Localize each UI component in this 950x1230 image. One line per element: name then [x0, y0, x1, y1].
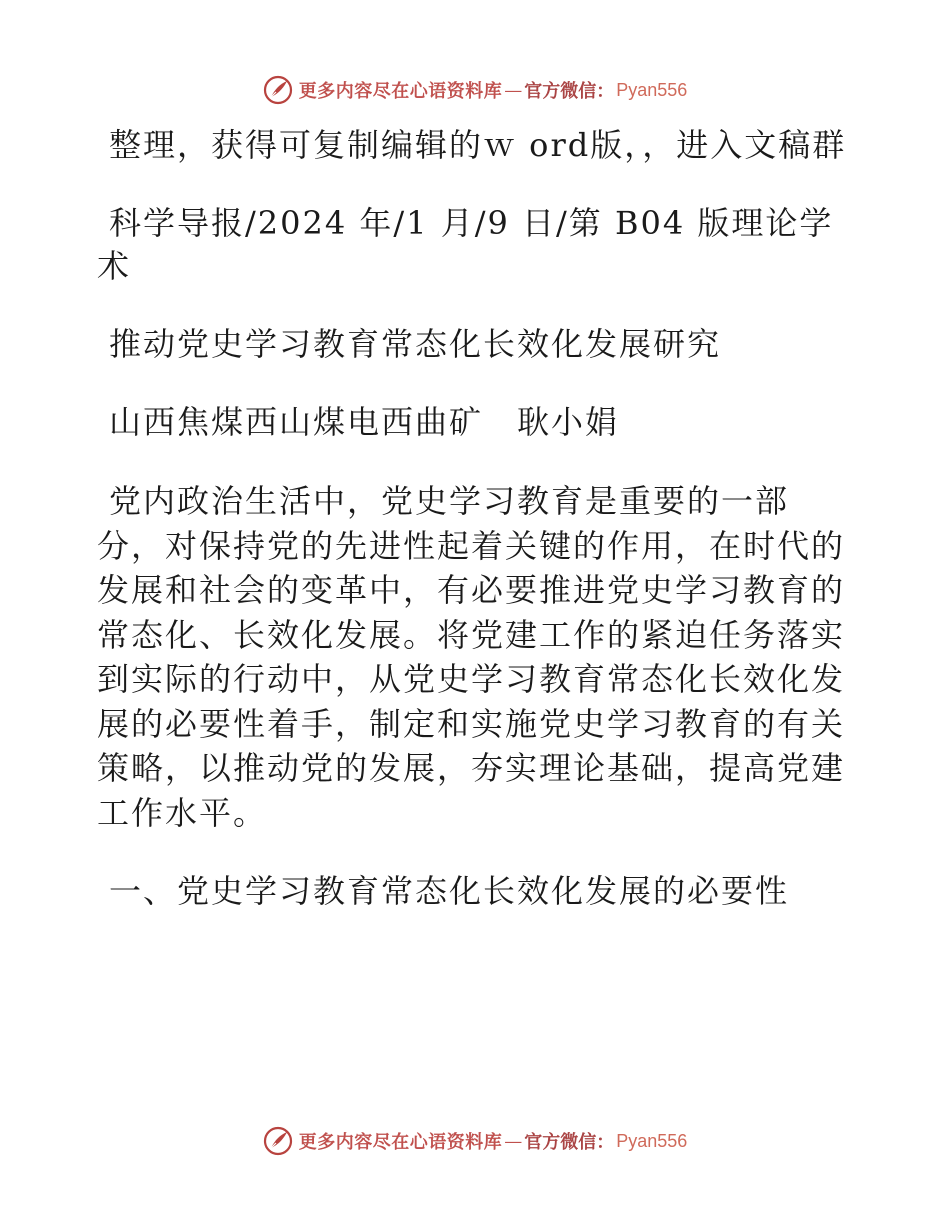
body-paragraph: 党内政治生活中，党史学习教育是重要的一部分，对保持党的先进性起着关键的作用，在时代的发展和社会的变革中，有必要推进党史学习教育的常态化、长效化发展。将党建工作的紧迫任务落实到实际的行动中，从党史学习教育常态化长效化发展的必要性着手，制定和实施党史学习教育的有关策略，以推动党的发展，夯实理论基础，提高党建工作水平。 [97, 482, 846, 832]
watermark-dash: — [504, 79, 523, 101]
watermark-official: 官方微信： [524, 1132, 615, 1153]
watermark-dash: — [504, 1130, 523, 1152]
article-author: 山西焦煤西山煤电西曲矿 耿小娟 [109, 403, 620, 441]
watermark-brand: 更多内容尽在心语资料库 [298, 1132, 503, 1153]
watermark-wechat-id: Pyan556 [616, 1130, 688, 1151]
watermark-brand: 更多内容尽在心语资料库 [298, 81, 503, 102]
watermark-wechat-id: Pyan556 [616, 79, 688, 100]
document-body [97, 124, 849, 948]
section-heading: 一、党史学习教育常态化长效化发展的必要性 [109, 872, 790, 910]
quill-pen-logo-icon [263, 1126, 293, 1156]
intro-line: 整理，获得可复制编辑的ｗ ord版，，进入文稿群 [109, 126, 847, 164]
header-watermark [0, 70, 950, 110]
quill-pen-logo-icon [263, 75, 293, 105]
footer-watermark [0, 1121, 950, 1161]
article-title: 推动党史学习教育常态化长效化发展研究 [109, 325, 722, 363]
watermark-official: 官方微信： [524, 81, 615, 102]
source-line: 科学导报/2024 年/1 月/9 日/第 B04 版理论学术 [97, 204, 834, 285]
